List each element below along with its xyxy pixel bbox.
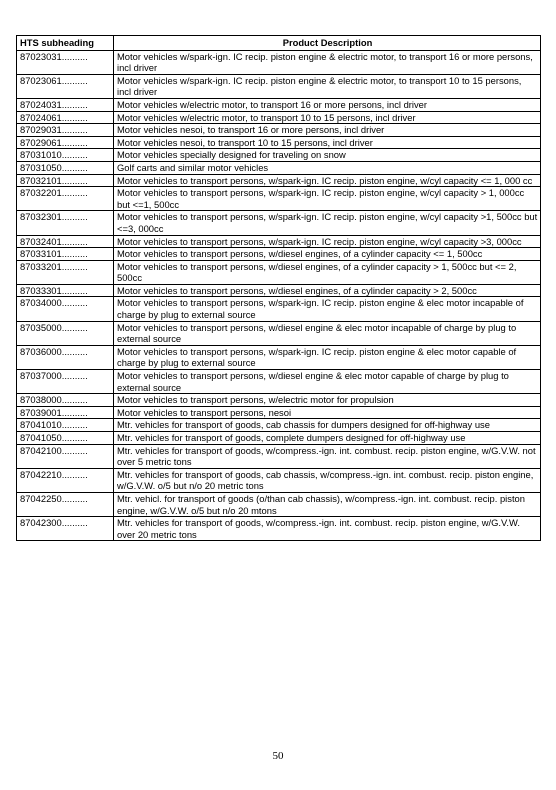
hts-code-cell: 87033101..........: [17, 248, 114, 261]
hts-code-cell: 87032401..........: [17, 235, 114, 248]
table-row: [17, 248, 541, 261]
table-row: [17, 432, 541, 445]
product-description-cell: Motor vehicles to transport persons, w/diesel engines, of a cylinder capacity <= 1, 500cc: [114, 248, 541, 261]
hts-code-cell: 87032201..........: [17, 187, 114, 211]
hts-code-cell: 87032101..........: [17, 174, 114, 187]
hts-code-cell: 87036000..........: [17, 345, 114, 369]
product-description-cell: Motor vehicles w/spark-ign. IC recip. piston engine & electric motor, to transport 10 to 15 persons, incl driver: [114, 74, 541, 98]
product-description-cell: Motor vehicles nesoi, to transport 10 to 15 persons, incl driver: [114, 136, 541, 149]
hts-code-cell: 87024061..........: [17, 111, 114, 124]
product-description-cell: Motor vehicles to transport persons, w/diesel engines, of a cylinder capacity > 2, 500cc: [114, 284, 541, 297]
hts-code-cell: 87023031..........: [17, 50, 114, 74]
hts-code-cell: 87029031..........: [17, 124, 114, 137]
hts-code-cell: 87031050..........: [17, 161, 114, 174]
product-description-cell: Motor vehicles nesoi, to transport 16 or more persons, incl driver: [114, 124, 541, 137]
table-row: [17, 468, 541, 492]
table-row: [17, 98, 541, 111]
product-description-cell: Mtr. vehicles for transport of goods, w/compress.-ign. int. combust. recip. piston engine, w/G.V.W. not over 5 metric tons: [114, 444, 541, 468]
product-description-cell: Motor vehicles w/electric motor, to transport 10 to 15 persons, incl driver: [114, 111, 541, 124]
table-row: [17, 370, 541, 394]
table-row: [17, 345, 541, 369]
table-row: [17, 321, 541, 345]
hts-code-cell: 87032301..........: [17, 211, 114, 235]
hts-code-cell: 87042250..........: [17, 492, 114, 516]
table-row: [17, 444, 541, 468]
hts-table: [16, 35, 541, 541]
product-description-cell: Motor vehicles to transport persons, w/spark-ign. IC recip. piston engine, w/cyl capacity <= 1, 000 cc: [114, 174, 541, 187]
table-row: [17, 406, 541, 419]
page-number: 50: [272, 750, 284, 762]
product-description-cell: Golf carts and similar motor vehicles: [114, 161, 541, 174]
product-description-cell: Mtr. vehicles for transport of goods, complete dumpers designed for off-highway use: [114, 432, 541, 445]
product-description-cell: Mtr. vehicles for transport of goods, cab chassis, w/compress.-ign. int. combust. recip. piston engine, w/G.V.W. o/5 but n/o 20 metric tons: [114, 468, 541, 492]
table-row: [17, 74, 541, 98]
hts-code-cell: 87035000..........: [17, 321, 114, 345]
product-description-cell: Mtr. vehicl. for transport of goods (o/than cab chassis), w/compress.-ign. int. combust. recip. piston engine, w/G.V.W. o/5 but n/o 20 mtons: [114, 492, 541, 516]
hts-code-cell: 87042300..........: [17, 517, 114, 541]
product-description-cell: Motor vehicles to transport persons, w/electric motor for propulsion: [114, 394, 541, 407]
hts-code-cell: 87038000..........: [17, 394, 114, 407]
table-row: [17, 260, 541, 284]
product-description-cell: Motor vehicles to transport persons, w/diesel engine & elec motor capable of charge by plug to external source: [114, 370, 541, 394]
hts-code-cell: 87033201..........: [17, 260, 114, 284]
hts-code-cell: 87024031..........: [17, 98, 114, 111]
hts-code-cell: 87034000..........: [17, 297, 114, 321]
hts-code-cell: 87042210..........: [17, 468, 114, 492]
table-row: [17, 492, 541, 516]
table-row: [17, 50, 541, 74]
product-description-cell: Motor vehicles w/electric motor, to transport 16 or more persons, incl driver: [114, 98, 541, 111]
table-row: [17, 211, 541, 235]
product-description-cell: Motor vehicles to transport persons, w/spark-ign. IC recip. piston engine, w/cyl capacity >1, 500cc but <=3, 000cc: [114, 211, 541, 235]
product-description-cell: Motor vehicles specially designed for traveling on snow: [114, 149, 541, 162]
table-row: [17, 419, 541, 432]
table-row: [17, 517, 541, 541]
table-row: [17, 124, 541, 137]
hts-code-cell: 87023061..........: [17, 74, 114, 98]
header-row: [17, 36, 541, 51]
product-description-cell: Motor vehicles to transport persons, w/diesel engine & elec motor incapable of charge by plug to external source: [114, 321, 541, 345]
product-description-cell: Motor vehicles to transport persons, w/spark-ign. IC recip. piston engine & elec motor capable of charge by plug to external source: [114, 345, 541, 369]
hts-code-cell: 87041050..........: [17, 432, 114, 445]
table-row: [17, 235, 541, 248]
product-description-cell: Motor vehicles to transport persons, nesoi: [114, 406, 541, 419]
table-header: [17, 36, 541, 51]
product-description-cell: Motor vehicles to transport persons, w/spark-ign. IC recip. piston engine & elec motor incapable of charge by plug to external source: [114, 297, 541, 321]
table-row: [17, 149, 541, 162]
hts-code-cell: 87042100..........: [17, 444, 114, 468]
product-description-cell: Mtr. vehicles for transport of goods, w/compress.-ign. int. combust. recip. piston engine, w/G.V.W. over 20 metric tons: [114, 517, 541, 541]
hts-code-cell: 87041010..........: [17, 419, 114, 432]
table-row: [17, 394, 541, 407]
hts-code-cell: 87039001..........: [17, 406, 114, 419]
table-row: [17, 136, 541, 149]
product-description-header: Product Description: [114, 36, 541, 51]
hts-code-cell: 87037000..........: [17, 370, 114, 394]
hts-code-cell: 87033301..........: [17, 284, 114, 297]
table-row: [17, 297, 541, 321]
product-description-cell: Motor vehicles to transport persons, w/diesel engines, of a cylinder capacity > 1, 500cc but <= 2, 500cc: [114, 260, 541, 284]
hts-subheading-header: HTS subheading: [17, 36, 114, 51]
table-row: [17, 174, 541, 187]
product-description-cell: Motor vehicles w/spark-ign. IC recip. piston engine & electric motor, to transport 16 or more persons, incl driver: [114, 50, 541, 74]
table-row: [17, 284, 541, 297]
hts-code-cell: 87029061..........: [17, 136, 114, 149]
table-row: [17, 187, 541, 211]
table-row: [17, 111, 541, 124]
product-description-cell: Motor vehicles to transport persons, w/spark-ign. IC recip. piston engine, w/cyl capacity > 1, 000cc but <=1, 500cc: [114, 187, 541, 211]
product-description-cell: Motor vehicles to transport persons, w/spark-ign. IC recip. piston engine, w/cyl capacity >3, 000cc: [114, 235, 541, 248]
hts-code-cell: 87031010..........: [17, 149, 114, 162]
product-description-cell: Mtr. vehicles for transport of goods, cab chassis for dumpers designed for off-highway use: [114, 419, 541, 432]
table-body: [17, 50, 541, 541]
table-row: [17, 161, 541, 174]
